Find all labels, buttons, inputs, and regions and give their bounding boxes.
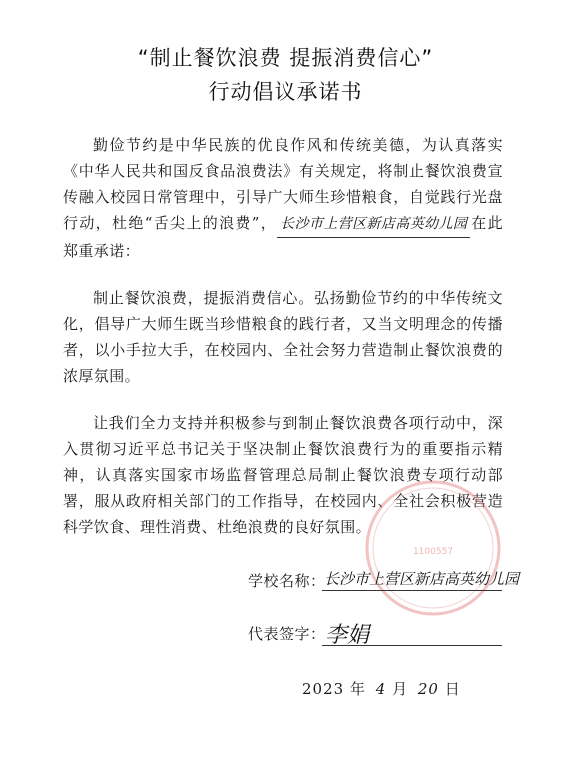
paragraph-2 (63, 285, 503, 389)
paragraph-1 (63, 132, 503, 264)
document-title: “制止餐饮浪费 提振消费信心” (137, 46, 434, 70)
date-day: 20 (417, 680, 439, 698)
school-name-value: 长沙市上营区新店高英幼儿园 (324, 570, 520, 588)
school-name-label: 学校名称： (248, 572, 326, 590)
date-month-unit: 月 (392, 680, 409, 698)
date-year-unit: 年 (349, 680, 366, 698)
paragraph-3-text: 让我们全力支持并积极参与到制止餐饮浪费各项行动中，深入贯彻习近平总书记关于坚决制止餐饮浪费行为的重要指示精神，认真落实国家市场监督管理总局制止餐饮浪费专项行动部署，服从政府相关部门的工作指导，在校园内、全社会积极营造科学饮食、理性消费、杜绝浪费的良好氛围。 (63, 414, 503, 536)
paragraph-1-ending: 在此郑重承诺： (63, 214, 503, 260)
paragraph-1-text: 勤俭节约是中华民族的优良作风和传统美德，为认真落实《中华人民共和国反食品浪费法》有关规定，将制止餐饮浪费宣传融入校园日常管理中，引导广大师生珍惜粮食，自觉践行光盘行动，杜绝“舌尖上的浪费”， (63, 136, 503, 232)
paragraph-2-text: 制止餐饮浪费，提振消费信心。弘扬勤俭节约的中华传统文化，倡导广大师生既当珍惜粮食的践行者，又当文明理念的传播者，以小手拉大手，在校园内、全社会努力营造制止餐饮浪费的浓厚氛围。 (63, 289, 503, 385)
red-seal-stamp (363, 478, 503, 618)
date-line (302, 678, 461, 699)
signature-label: 代表签字： (248, 625, 326, 643)
signature-underline (322, 645, 502, 646)
document-subtitle: 行动倡议承诺书 (208, 80, 363, 104)
signature-value: 李娟 (325, 623, 370, 648)
date-day-unit: 日 (444, 680, 461, 698)
date-year: 2023 (302, 680, 345, 698)
school-name-underline (322, 590, 502, 591)
handwritten-school-name: 长沙市上营区新店高英幼儿园 (277, 211, 470, 238)
seal-number: 1100557 (412, 547, 454, 557)
date-month: 4 (375, 680, 387, 698)
